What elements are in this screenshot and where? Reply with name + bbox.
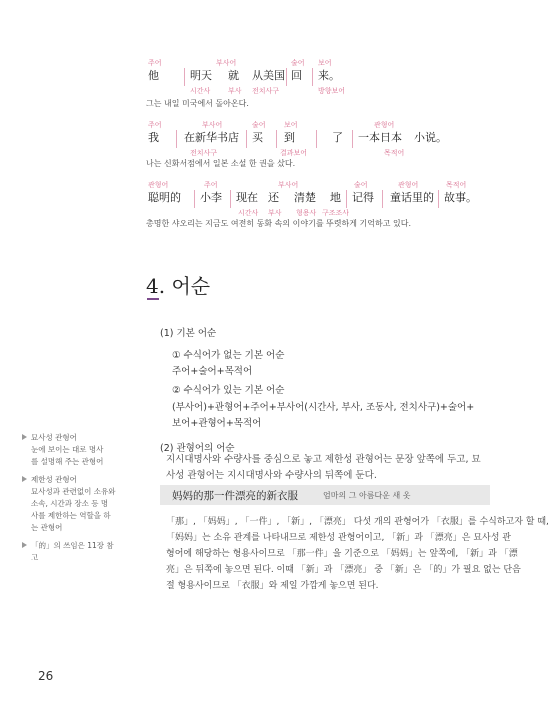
word-class-label: 방향보어 (318, 87, 346, 95)
subsection-2-body (166, 452, 491, 484)
role-label: 관형어 (398, 181, 419, 189)
grammar-example-1 (146, 58, 486, 98)
item-b-label: ② 수식어가 있는 기본 어순 (172, 385, 285, 396)
segment-divider (194, 190, 195, 208)
sentence-word: 回 (291, 69, 302, 82)
sentence-word: 来。 (318, 69, 340, 82)
sentence-word: 从美国 (252, 69, 285, 82)
segment-divider (352, 130, 353, 148)
example-2-translation: 나는 신화서점에서 일본 소설 한 권을 샀다. (146, 159, 296, 168)
bullet-triangle-icon (22, 434, 27, 440)
segment-divider (382, 190, 383, 208)
section-heading (146, 270, 210, 299)
role-label: 목적어 (446, 181, 467, 189)
sentence-word: 小李 (200, 191, 222, 204)
sentence-word: 聪明的 (148, 191, 181, 204)
word-class-label: 형용사 (296, 209, 317, 217)
margin-note-restrictive-attributive (22, 474, 136, 534)
note-line: 를 설명해 주는 관형어 (31, 457, 104, 466)
segment-divider (246, 130, 247, 148)
item-b-formula-line2: 보어+관형어+목적어 (172, 418, 262, 429)
sentence-word: 清楚 (294, 191, 316, 204)
sentence-word: 他 (148, 69, 159, 82)
role-label: 주어 (148, 59, 162, 67)
segment-divider (312, 68, 313, 86)
sentence-word: 童话里的 (390, 191, 434, 204)
sentence-word: 明天 (190, 69, 212, 82)
example-3-translation: 총명한 샤오리는 지금도 여전히 동화 속의 이야기를 뚜렷하게 기억하고 있다. (146, 219, 411, 228)
example-box (160, 485, 490, 505)
role-label: 보어 (284, 121, 298, 129)
sentence-word: 买 (252, 131, 263, 144)
bullet-triangle-icon (22, 542, 27, 548)
segment-divider (316, 130, 317, 148)
role-label: 술어 (291, 59, 305, 67)
example-chinese: 妈妈的那一件漂亮的新衣服 (172, 490, 298, 502)
word-class-label: 전치사구 (190, 149, 218, 157)
item-a-formula: 주어+술어+목적어 (172, 366, 253, 377)
sentence-word: 我 (148, 131, 159, 144)
role-label: 관형어 (148, 181, 169, 189)
segment-divider (230, 190, 231, 208)
margin-note-descriptive-attributive (22, 432, 136, 468)
sentence-word: 故事。 (444, 191, 477, 204)
explanation-line: 「那」, 「妈妈」, 「一件」, 「新」, 「漂亮」 다섯 개의 관형어가 「衣服」를 수식하고자 할 때, (166, 517, 549, 527)
explanation-line: 절 형용사이므로 「衣服」와 제일 가깝게 놓으면 된다. (166, 581, 379, 591)
segment-divider (184, 68, 185, 86)
role-label: 부사어 (202, 121, 223, 129)
word-class-label: 구조조사 (322, 209, 350, 217)
sentence-word: 到 (284, 131, 295, 144)
section-title: 어순 (171, 274, 211, 298)
note-line: 제한성 관형어 (31, 475, 77, 484)
note-line: 소속, 시간과 장소 등 명 (31, 499, 109, 508)
segment-divider (176, 130, 177, 148)
grammar-example-2 (146, 120, 486, 160)
sentence-word: 现在 (236, 191, 258, 204)
body-line: 지시대명사와 수량사를 중심으로 놓고 제한성 관형어는 문장 앞쪽에 두고, 묘 (166, 454, 481, 465)
role-label: 주어 (204, 181, 218, 189)
sentence-word: 记得 (352, 191, 374, 204)
segment-divider (346, 190, 347, 208)
sentence-word: 在新华书店 (184, 131, 239, 144)
word-class-label: 부사 (268, 209, 282, 217)
sentence-word: 就 (228, 69, 239, 82)
word-class-label: 시간사 (190, 87, 211, 95)
role-label: 술어 (252, 121, 266, 129)
role-label: 부사어 (216, 59, 237, 67)
grammar-example-3 (146, 180, 486, 220)
role-label: 부사어 (278, 181, 299, 189)
role-label: 술어 (354, 181, 368, 189)
explanation-paragraph (166, 514, 549, 594)
sentence-word: 地 (330, 191, 341, 204)
bullet-triangle-icon (22, 476, 27, 482)
segment-divider (276, 130, 277, 148)
item-a-label: ① 수식어가 없는 기본 어순 (172, 350, 285, 361)
note-line: 는 관형어 (31, 523, 63, 532)
note-line: 사를 제한하는 역할을 하 (31, 511, 111, 520)
section-underline (147, 298, 159, 300)
sentence-word: 小说。 (414, 131, 447, 144)
example-1-translation: 그는 내일 미국에서 돌아온다. (146, 99, 249, 108)
body-line: 사성 관형어는 지시대명사와 수량사의 뒤쪽에 둔다. (166, 470, 377, 481)
page-number: 26 (38, 669, 54, 683)
role-label: 관형어 (374, 121, 395, 129)
word-class-label: 목적어 (384, 149, 405, 157)
sentence-word: 还 (268, 191, 279, 204)
note-line: 묘사성 관형어 (31, 433, 77, 442)
note-line: 「的」의 쓰임은 11장 참 (31, 541, 114, 550)
item-b-formula-line1: (부사어)+관형어+주어+부사어(시간사, 부사, 조동사, 전치사구)+술어+ (172, 402, 475, 413)
margin-note-de-usage (22, 540, 136, 564)
example-korean: 엄마의 그 아름다운 새 옷 (323, 491, 411, 500)
word-class-label: 전치사구 (252, 87, 280, 95)
sentence-word: 一本日本 (358, 131, 402, 144)
explanation-line: 형어에 해당하는 형용사이므로 「那一件」을 기준으로 「妈妈」는 앞쪽에, 「新」과 「漂 (166, 549, 518, 559)
explanation-line: 「妈妈」는 소유 관계를 나타내므로 제한성 관형어이고, 「新」과 「漂亮」은 묘사성 관 (166, 533, 511, 543)
note-line: 눈에 보이는 대로 명사 (31, 445, 104, 454)
sentence-word: 了 (332, 131, 343, 144)
word-class-label: 결과보어 (280, 149, 308, 157)
word-class-label: 부사 (228, 87, 242, 95)
note-line: 고 (31, 553, 39, 562)
subsection-1-title: (1) 기본 어순 (160, 328, 217, 339)
segment-divider (438, 190, 439, 208)
word-class-label: 시간사 (238, 209, 259, 217)
subsection-2-title: (2) 관형어의 어순 (160, 443, 235, 454)
segment-divider (286, 68, 287, 86)
role-label: 주어 (148, 121, 162, 129)
explanation-line: 亮」은 뒤쪽에 놓으면 된다. 이때 「新」과 「漂亮」 중 「新」은 「的」가 필요 없는 단음 (166, 565, 521, 575)
note-line: 묘사성과 관련없이 소유와 (31, 487, 116, 496)
role-label: 보어 (318, 59, 332, 67)
section-number: 4. (146, 274, 166, 298)
